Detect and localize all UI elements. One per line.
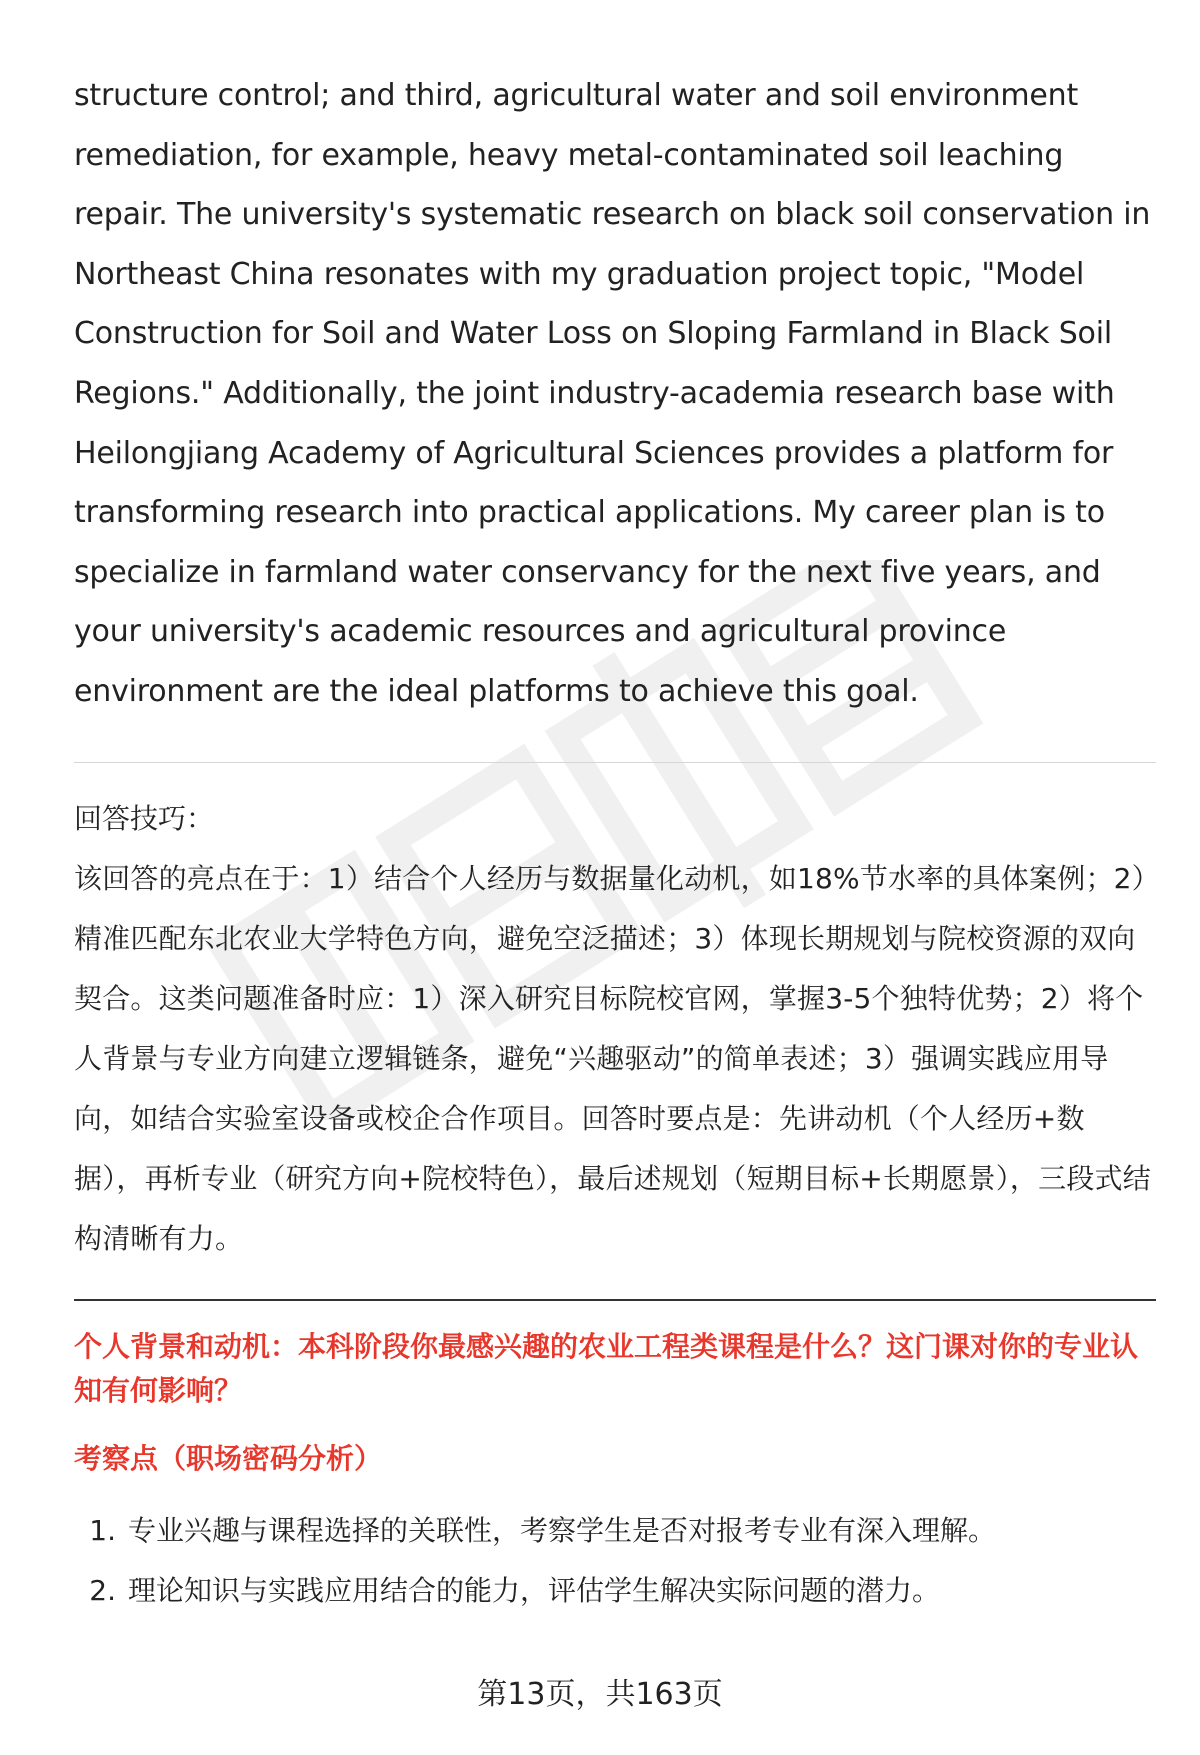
list-item-number: 2. <box>89 1573 116 1607</box>
question-divider <box>74 1299 1156 1301</box>
list-item <box>74 1501 1154 1561</box>
assessment-points-list <box>74 1501 1154 1621</box>
tips-label: 回答技巧： <box>74 801 215 835</box>
page-number-footer: 第13页，共163页 <box>477 1677 723 1712</box>
section-divider <box>74 762 1156 763</box>
tips-body: 该回答的亮点在于：1）结合个人经历与数据量化动机，如18%节水率的具体案例；2）精准匹配东北农业大学特色方向，避免空泛描述；3）体现长期规划与院校资源的双向契合。这类问题准备时应：1）深入研究目标院校官网，掌握3-5个独特优势；2）将个人背景与专业方向建立逻辑链条，避免“兴趣驱动”的简单表述；3）强调实践应用导向，如结合实验室设备或校企合作项目。回答时要点是：先讲动机（个人经历+数据），再析专业（研究方向+院校特色），最后述规划（短期目标+长期愿景），三段式结构清晰有力。 <box>74 861 1151 1255</box>
list-item-text: 理论知识与实践应用结合的能力，评估学生解决实际问题的潜力。 <box>128 1573 941 1607</box>
question-heading: 个人背景和动机：本科阶段你最感兴趣的农业工程类课程是什么？这门课对你的专业认知有何影响？ <box>74 1329 1139 1407</box>
page-content <box>74 66 1154 1621</box>
assessment-points-heading: 考察点（职场密码分析） <box>74 1441 383 1475</box>
list-item-number: 1. <box>89 1513 116 1547</box>
list-item <box>74 1561 1154 1621</box>
answer-paragraph: structure control; and third, agricultural water and soil environment remediation, for example, heavy metal-contaminated soil leaching repair. The university's systematic research on black soil conservation in Northeast China resonates with my graduation project topic, "Model Construction for Soil and Water Loss on Sloping Farmland in Black Soil Regions." Additionally, the joint industry-academia research base with Heilongjiang Academy of Agricultural Sciences provides a platform for transforming research into practical applications. My career plan is to specialize in farmland water conservancy for the next five years, and your university's academic resources and agricultural province environment are the ideal platforms to achieve this goal. <box>74 78 1151 709</box>
list-item-text: 专业兴趣与课程选择的关联性，考察学生是否对报考专业有深入理解。 <box>128 1513 997 1547</box>
